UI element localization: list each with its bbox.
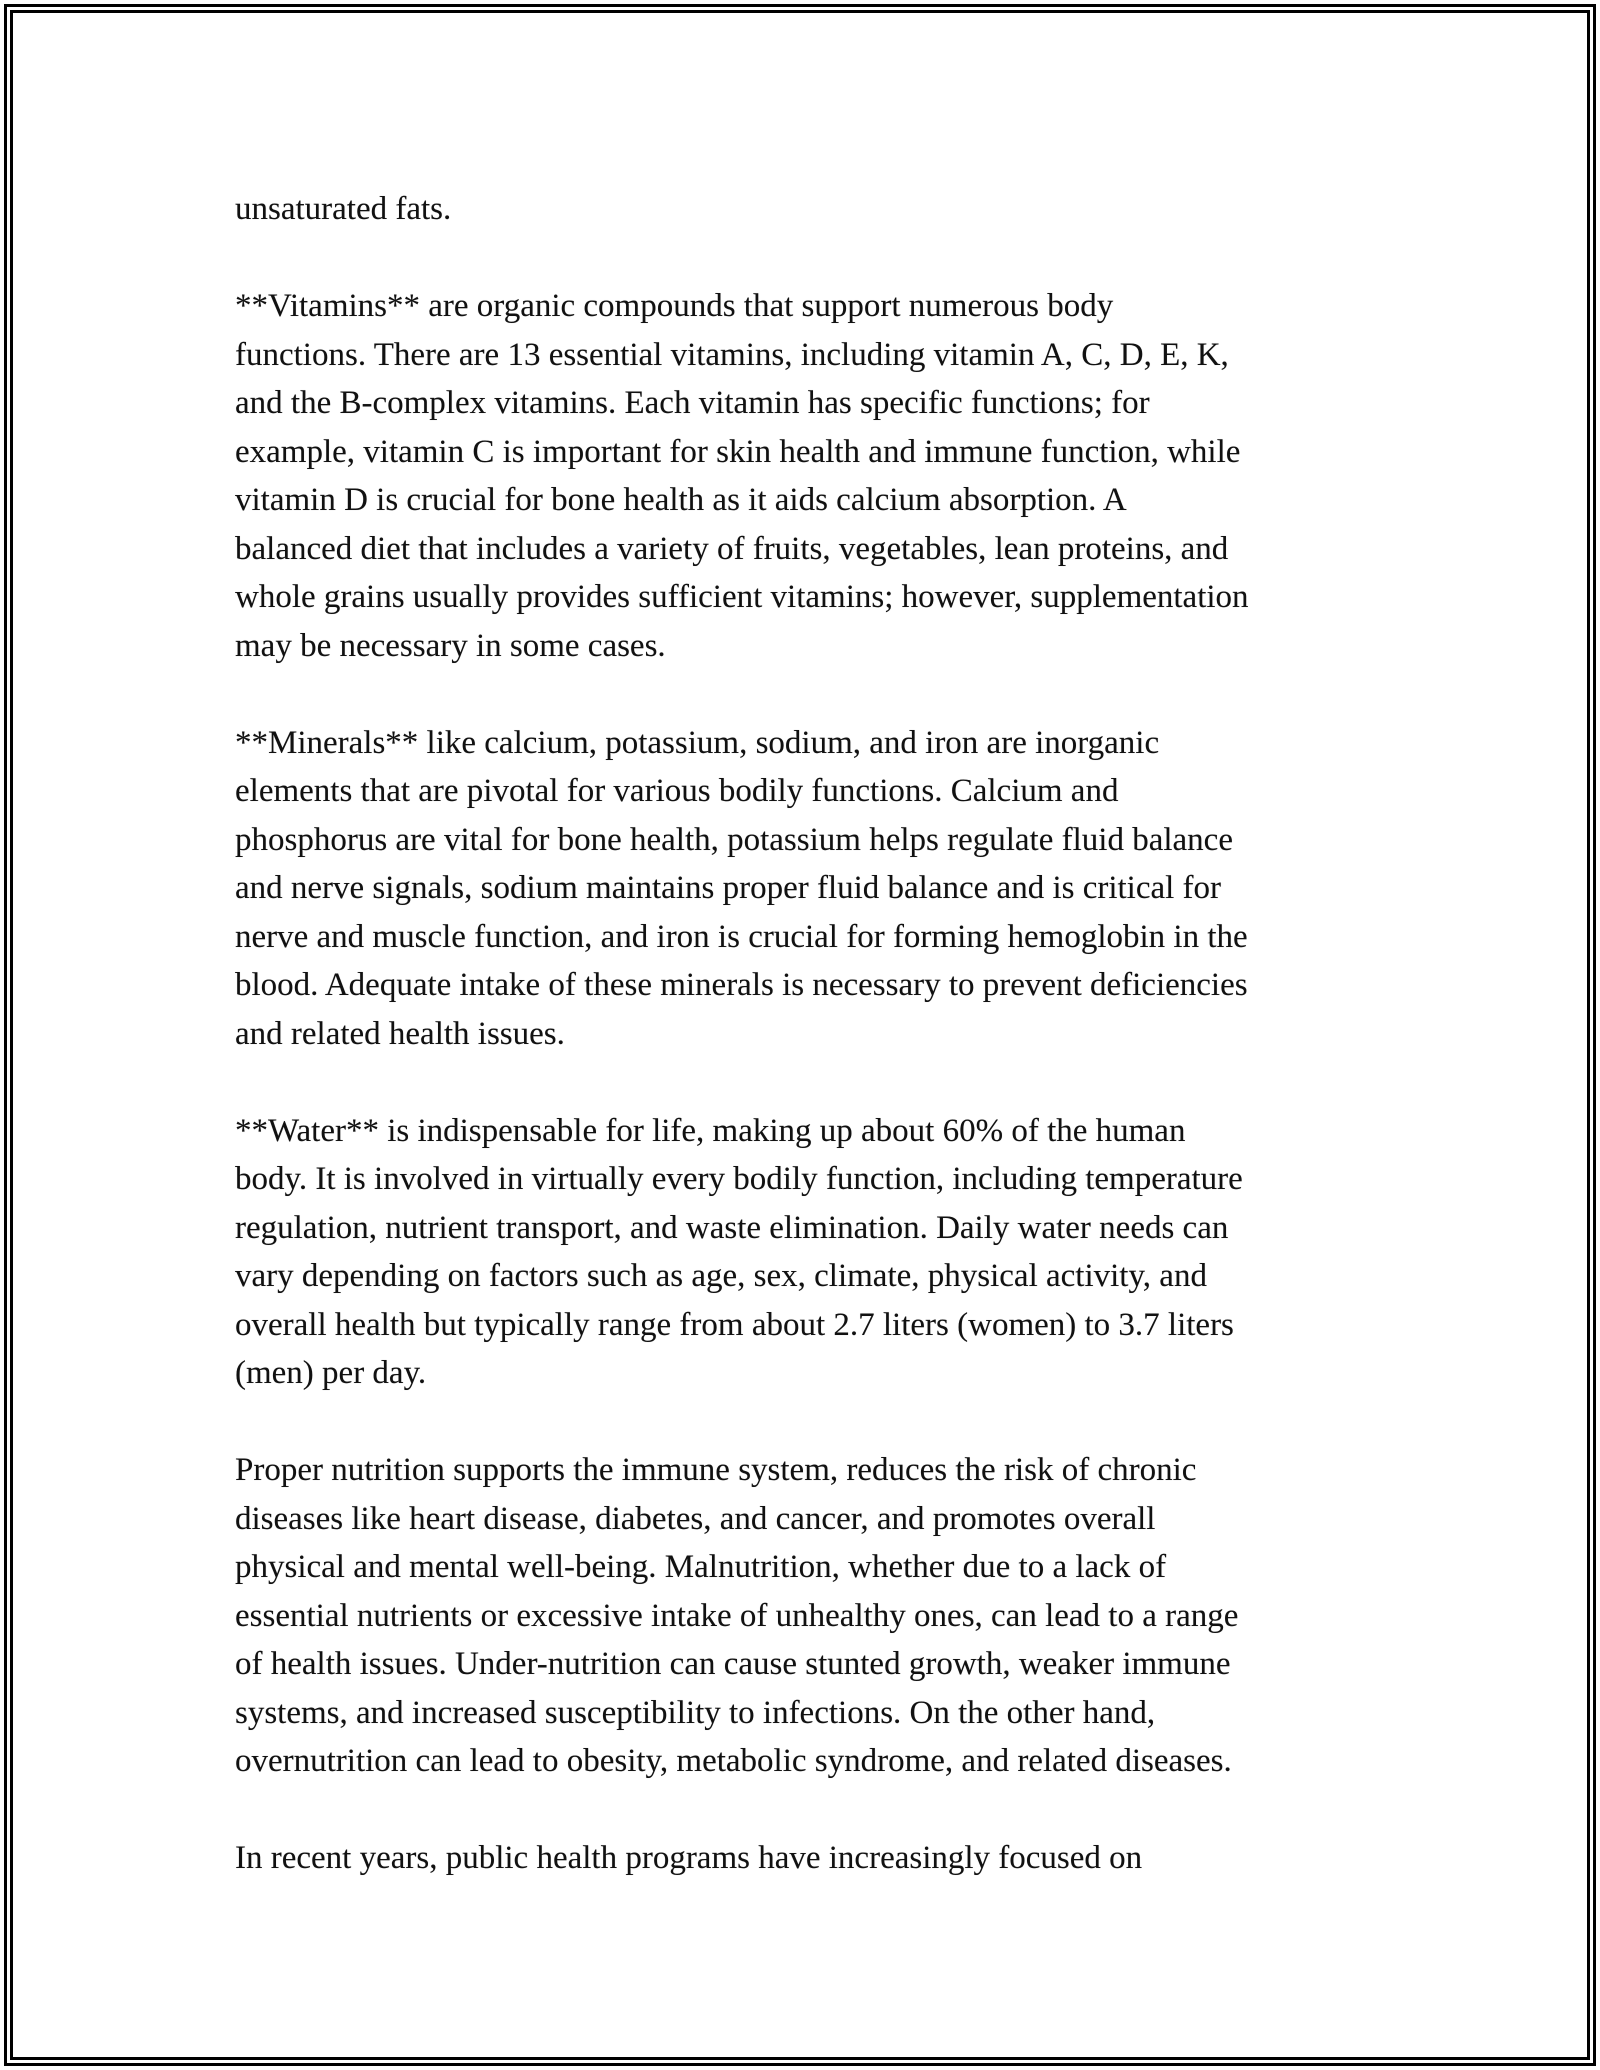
text-line: of health issues. Under-nutrition can cause stunted growth, weaker immune — [235, 1646, 1231, 1682]
text-line: vary depending on factors such as age, sex, climate, physical activity, and — [235, 1258, 1207, 1294]
text-line: functions. There are 13 essential vitamins, including vitamin A, C, D, E, K, — [235, 336, 1229, 373]
text-line: and nerve signals, sodium maintains proper fluid balance and is critical for — [235, 870, 1222, 906]
text-line: phosphorus are vital for bone health, potassium helps regulate fluid balance — [235, 821, 1233, 858]
paragraph-public-health — [235, 1834, 1395, 1883]
text-line: In recent years, public health programs have increasingly focused on — [235, 1840, 1143, 1876]
text-line: regulation, nutrient transport, and waste elimination. Daily water needs can — [235, 1209, 1229, 1246]
paragraph-water — [235, 1107, 1395, 1398]
text-line: diseases like heart disease, diabetes, and cancer, and promotes overall — [235, 1500, 1156, 1537]
text-line: **Minerals** like calcium, potassium, sodium, and iron are inorganic — [235, 724, 1160, 761]
paragraph-fats-ending — [235, 185, 1395, 234]
text-line: physical and mental well-being. Malnutrition, whether due to a lack of — [235, 1549, 1167, 1585]
text-line: body. It is involved in virtually every bodily function, including temperature — [235, 1161, 1243, 1197]
text-line: whole grains usually provides sufficient vitamins; however, supplementation — [235, 579, 1249, 615]
text-line: essential nutrients or excessive intake of unhealthy ones, can lead to a range — [235, 1597, 1239, 1634]
text-line: Proper nutrition supports the immune system, reduces the risk of chronic — [235, 1452, 1197, 1488]
text-line: balanced diet that includes a variety of fruits, vegetables, lean proteins, and — [235, 530, 1229, 567]
text-line: systems, and increased susceptibility to infections. On the other hand, — [235, 1694, 1156, 1731]
paragraph-minerals — [235, 719, 1395, 1059]
text-line: and related health issues. — [235, 1015, 565, 1052]
text-line: **Water** is indispensable for life, making up about 60% of the human — [235, 1112, 1186, 1149]
paragraph-vitamins — [235, 282, 1395, 670]
text-line: nerve and muscle function, and iron is crucial for forming hemoglobin in the — [235, 918, 1248, 955]
text-line: overnutrition can lead to obesity, metabolic syndrome, and related diseases. — [235, 1743, 1232, 1779]
text-line: **Vitamins** are organic compounds that support numerous body — [235, 288, 1114, 324]
text-line: overall health but typically range from about 2.7 liters (women) to 3.7 liters — [235, 1306, 1234, 1343]
text-line: (men) per day. — [235, 1355, 427, 1391]
text-line: elements that are pivotal for various bodily functions. Calcium and — [235, 773, 1119, 809]
text-line: example, vitamin C is important for skin health and immune function, while — [235, 433, 1241, 470]
text-line: unsaturated fats. — [235, 191, 452, 227]
text-line: vitamin D is crucial for bone health as it aids calcium absorption. A — [235, 482, 1127, 518]
document-body — [235, 185, 1395, 1883]
paragraph-proper-nutrition — [235, 1446, 1395, 1786]
text-line: blood. Adequate intake of these minerals is necessary to prevent deficiencies — [235, 967, 1248, 1003]
text-line: may be necessary in some cases. — [235, 627, 666, 664]
text-line: and the B-complex vitamins. Each vitamin has specific functions; for — [235, 385, 1150, 421]
